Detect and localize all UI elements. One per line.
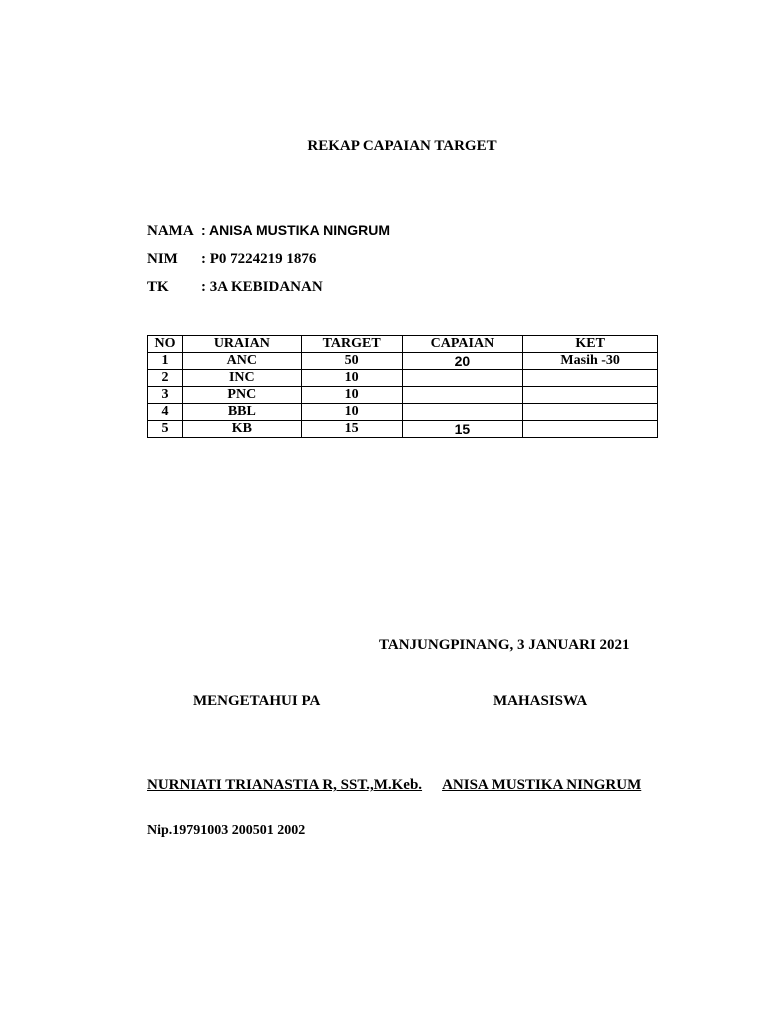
cell-uraian: PNC: [182, 387, 301, 404]
cell-capaian: 20: [402, 353, 523, 370]
cell-no: 3: [148, 387, 183, 404]
header-capaian: CAPAIAN: [402, 336, 523, 353]
tk-value: : 3A KEBIDANAN: [201, 279, 323, 295]
cell-target: 15: [301, 421, 402, 438]
nama-value: : ANISA MUSTIKA NINGRUM: [201, 222, 390, 238]
table-header-row: [148, 336, 658, 353]
approver-nip: Nip.19791003 200501 2002: [147, 823, 306, 838]
header-ket: KET: [523, 336, 658, 353]
place-date: TANJUNGPINANG, 3 JANUARI 2021: [379, 637, 630, 653]
cell-target: 50: [301, 353, 402, 370]
cell-capaian: [402, 404, 523, 421]
approver-name: NURNIATI TRIANASTIA R, SST.,M.Keb.: [147, 777, 423, 793]
cell-uraian: ANC: [182, 353, 301, 370]
nama-label: NAMA: [147, 223, 194, 239]
tk-label: TK: [147, 279, 169, 295]
cell-no: 2: [148, 370, 183, 387]
cell-capaian: [402, 387, 523, 404]
nim-label: NIM: [147, 251, 178, 267]
header-uraian: URAIAN: [182, 336, 301, 353]
cell-uraian: KB: [182, 421, 301, 438]
cell-ket: [523, 387, 658, 404]
info-row-nama: [147, 222, 390, 240]
cell-target: 10: [301, 404, 402, 421]
table-row: [148, 421, 658, 438]
header-no: NO: [148, 336, 183, 353]
cell-ket: [523, 421, 658, 438]
header-target: TARGET: [301, 336, 402, 353]
cell-ket: [523, 404, 658, 421]
rekap-table: [147, 335, 658, 438]
cell-capaian: [402, 370, 523, 387]
nim-value: : P0 7224219 1876: [201, 251, 317, 267]
cell-capaian: 15: [402, 421, 523, 438]
info-row-tk: [147, 279, 323, 296]
student-name: ANISA MUSTIKA NINGRUM: [442, 777, 642, 793]
cell-target: 10: [301, 370, 402, 387]
cell-uraian: INC: [182, 370, 301, 387]
table-row: [148, 387, 658, 404]
table-row: [148, 404, 658, 421]
info-row-nim: [147, 251, 316, 268]
cell-ket: Masih -30: [523, 353, 658, 370]
cell-no: 4: [148, 404, 183, 421]
cell-uraian: BBL: [182, 404, 301, 421]
approver-title: MENGETAHUI PA: [193, 693, 321, 709]
student-title: MAHASISWA: [493, 693, 588, 709]
table-row: [148, 370, 658, 387]
cell-no: 5: [148, 421, 183, 438]
cell-ket: [523, 370, 658, 387]
table-row: [148, 353, 658, 370]
signature-names: [147, 776, 667, 795]
cell-target: 10: [301, 387, 402, 404]
cell-no: 1: [148, 353, 183, 370]
document-title: REKAP CAPAIAN TARGET: [307, 138, 497, 154]
